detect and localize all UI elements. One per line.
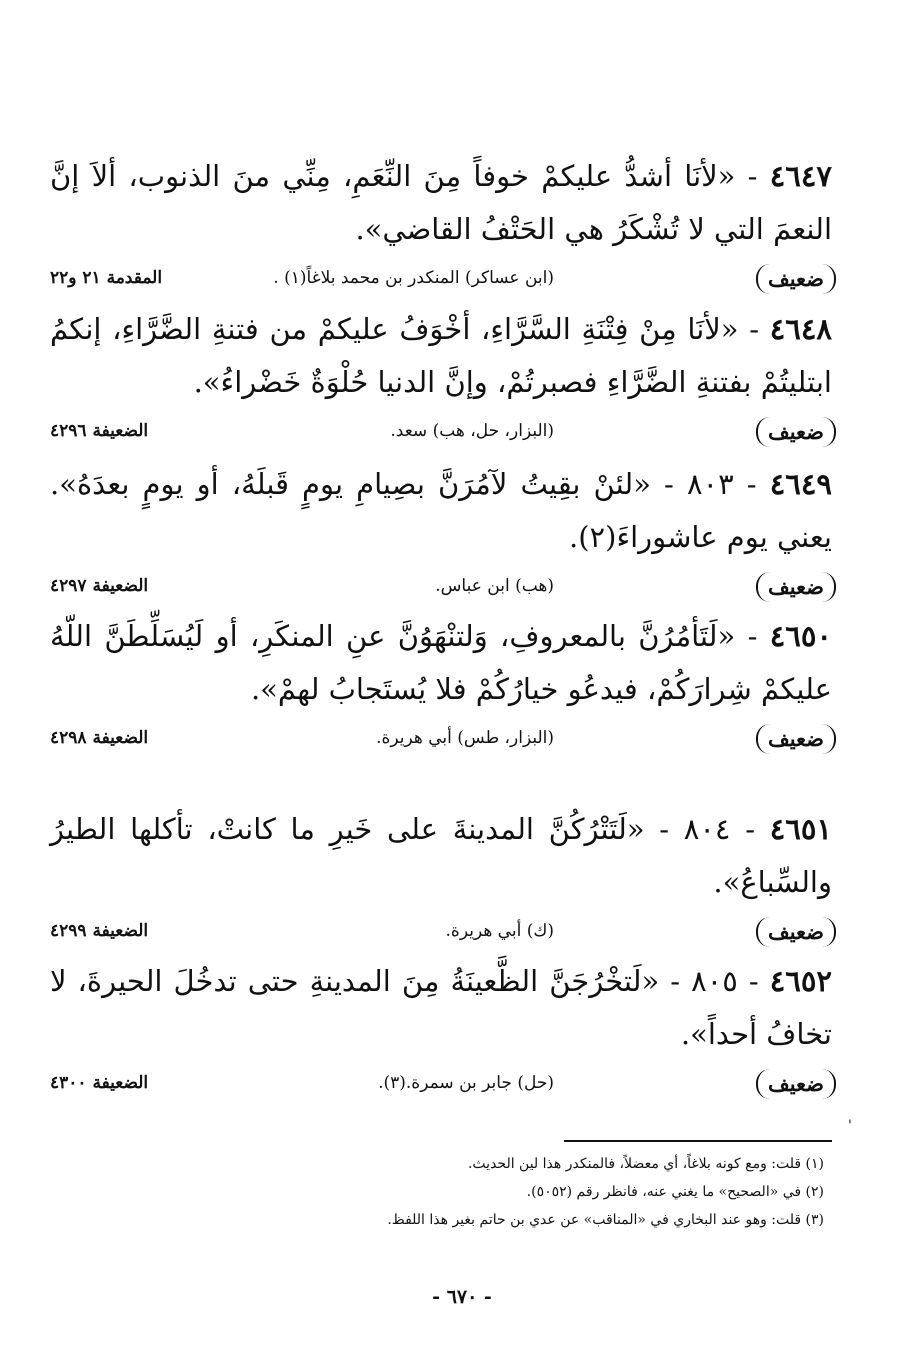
grading-line (50, 415, 832, 455)
grade-badge: ضعيف (756, 417, 836, 447)
hadith-text (50, 303, 832, 409)
hadith-text (50, 458, 832, 564)
hadith-entry (50, 803, 832, 955)
grade-badge: ضعيف (756, 264, 836, 294)
hadith-body: - ٨٠٣ - «لئنْ بقِيتُ لآمُرَنَّ بصِيامِ يومٍ قَبلَهُ، أو يومٍ بعدَهُ». يعني يوم عاشوراءَ(٢). (50, 467, 832, 554)
hadith-body: - «لأنَا مِنْ فِتْنَةِ السَّرَّاءِ، أخْوَفُ عليكمْ من فتنةِ الضَّرَّاءِ، إنكمُ ابتليتُمْ بفتنةِ الضَّرَّاءِ فصبرتُمْ، وإنَّ الدنيا حُلْوَةٌ خَضْراءُ». (50, 312, 832, 399)
grade-source: (حل) جابر بن سمرة.(٣). (378, 1073, 554, 1093)
grade-reference: الضعيفة ٤٣٠٠ (50, 1073, 149, 1093)
grade-reference: الضعيفة ٤٢٩٩ (50, 921, 149, 941)
hadith-entry (50, 150, 832, 302)
hadith-text (50, 955, 832, 1061)
page-number: - ٦٧٠ - (432, 1286, 492, 1308)
grade-badge: ضعيف (756, 724, 836, 754)
hadith-body: - «لأنَا أشدُّ عليكمْ خوفاً مِنَ النِّعَمِ، مِنِّي منَ الذنوب، ألاَ إنَّ النعمَ التي لا تُشْكَرُ هي الحَتْفُ القاضي». (50, 159, 832, 246)
hadith-text (50, 150, 832, 256)
hadith-number: ٤٦٥٢ (769, 964, 833, 998)
footnote-divider (564, 1140, 832, 1142)
grade-badge: ضعيف (756, 1069, 836, 1099)
hadith-entry (50, 610, 832, 762)
grade-source: (البزار، طس) أبي هريرة. (376, 728, 554, 748)
footnote: (٢) في «الصحيح» ما يغني عنه، فانظر رقم (٥٠٥٢). (526, 1184, 824, 1200)
grade-source: (ك) أبي هريرة. (445, 921, 554, 941)
hadith-number: ٤٦٥٠ (769, 619, 832, 653)
footnote: (١) قلت: ومع كونه بلاغاً، أي معضلاً، فالمنكدر هذا لين الحديث. (467, 1156, 824, 1172)
hadith-number: ٤٦٤٧ (769, 159, 832, 193)
grade-reference: الضعيفة ٤٢٩٧ (50, 576, 149, 596)
hadith-entry (50, 458, 832, 610)
grade-badge: ضعيف (756, 917, 836, 947)
footnote: (٣) قلت: وهو عند البخاري في «المناقب» عن عدي بن حاتم بغير هذا اللفظ. (387, 1212, 824, 1228)
hadith-body: - ٨٠٥ - «لَتخْرُجَنَّ الظَّعينَةُ مِنَ المدينةِ حتى تدخُلَ الحيرةَ، لا تخافُ أحداً». (50, 964, 832, 1051)
grade-reference: الضعيفة ٤٢٩٨ (50, 728, 149, 748)
hadith-number: ٤٦٤٩ (769, 467, 833, 501)
hadith-text (50, 610, 832, 716)
margin-mark: ' (848, 1118, 852, 1134)
grading-line (50, 570, 832, 610)
grade-reference: الضعيفة ٤٢٩٦ (50, 421, 149, 441)
hadith-number: ٤٦٥١ (769, 812, 832, 846)
hadith-body: - «لَتَأمُرُنَّ بالمعروفِ، وَلتنْهَوُنَّ عنِ المنكَرِ، أو لَيُسَلِّطَنَّ اللّهُ عليكمْ شِرارَكُمْ، فيدعُو خيارُكُمْ فلا يُستَجابُ لهمْ». (50, 619, 832, 706)
grading-line (50, 262, 832, 302)
grade-source: (البزار، حل، هب) سعد. (390, 421, 554, 441)
hadith-text (50, 803, 832, 909)
grade-reference: المقدمة ٢١ و٢٢ (50, 268, 163, 288)
grade-source: (ابن عساكر) المنكدر بن محمد بلاغاً(١) . (273, 268, 554, 288)
grade-badge: ضعيف (756, 572, 836, 602)
hadith-number: ٤٦٤٨ (769, 312, 833, 346)
grading-line (50, 722, 832, 762)
grading-line (50, 1067, 832, 1107)
hadith-entry (50, 303, 832, 455)
grading-line (50, 915, 832, 955)
hadith-entry (50, 955, 832, 1107)
footnotes (60, 1150, 824, 1234)
hadith-body: - ٨٠٤ - «لَتَتْرُكُنَّ المدينةَ على خَيرِ ما كانتْ، تأكلها الطيرُ والسِّباعُ». (50, 812, 832, 899)
grade-source: (هب) ابن عباس. (435, 576, 554, 596)
